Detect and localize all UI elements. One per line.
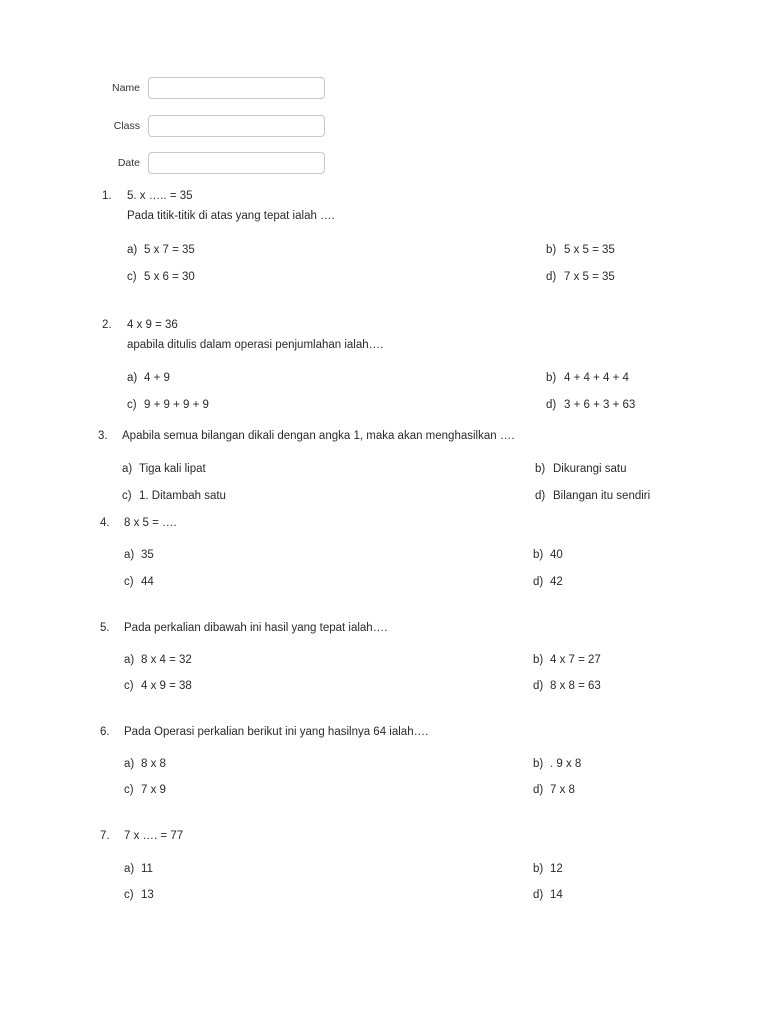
option-letter: b)	[546, 244, 557, 256]
option-text: 8 x 4 = 32	[141, 654, 192, 666]
option-text: 8 x 8 = 63	[550, 680, 601, 692]
question-text: Pada perkalian dibawah ini hasil yang tepat ialah….	[124, 622, 388, 634]
option-text: 42	[550, 576, 563, 588]
question-number: 3.	[98, 430, 108, 442]
option-text: 7 x 8	[550, 784, 575, 796]
option-text: 7 x 5 = 35	[564, 271, 615, 283]
option-text: . 9 x 8	[550, 758, 582, 770]
option-letter: d)	[546, 271, 557, 283]
option-text: 3 + 6 + 3 + 63	[564, 399, 636, 411]
option-text: 12	[550, 863, 563, 875]
question-subtext: Pada titik-titik di atas yang tepat ialah ….	[127, 210, 335, 222]
option-text: 7 x 9	[141, 784, 166, 796]
question-number: 5.	[100, 622, 110, 634]
option-letter: a)	[122, 463, 133, 475]
option-letter: d)	[535, 490, 546, 502]
class-field[interactable]	[148, 115, 325, 137]
option-text: 5 x 7 = 35	[144, 244, 195, 256]
option-text: 4 + 4 + 4 + 4	[564, 372, 629, 384]
question-text: 8 x 5 = ….	[124, 517, 177, 529]
option-letter: b)	[546, 372, 557, 384]
option-text: 35	[141, 549, 154, 561]
option-letter: c)	[122, 490, 132, 502]
option-text: Dikurangi satu	[553, 463, 627, 475]
question-subtext: apabila ditulis dalam operasi penjumlahan ialah….	[127, 339, 384, 351]
option-letter: c)	[124, 784, 134, 796]
question-number: 4.	[100, 517, 110, 529]
option-text: 1. Ditambah satu	[139, 490, 226, 502]
option-text: 40	[550, 549, 563, 561]
option-text: 44	[141, 576, 154, 588]
option-letter: c)	[124, 576, 134, 588]
class-label: Class	[113, 120, 140, 132]
option-text: 8 x 8	[141, 758, 166, 770]
date-label: Date	[117, 157, 140, 169]
question-number: 7.	[100, 830, 110, 842]
option-letter: b)	[533, 758, 544, 770]
option-text: 14	[550, 889, 563, 901]
question-text: Apabila semua bilangan dikali dengan angka 1, maka akan menghasilkan ….	[122, 430, 515, 442]
question-text: 7 x …. = 77	[124, 830, 184, 842]
option-letter: a)	[124, 863, 135, 875]
question-text: 5. x ….. = 35	[127, 190, 193, 202]
option-letter: d)	[533, 680, 544, 692]
option-letter: a)	[124, 758, 135, 770]
option-letter: c)	[127, 399, 137, 411]
question-text: Pada Operasi perkalian berikut ini yang hasilnya 64 ialah….	[124, 726, 429, 738]
option-letter: d)	[533, 576, 544, 588]
option-text: 5 x 6 = 30	[144, 271, 195, 283]
question-text: 4 x 9 = 36	[127, 319, 178, 331]
option-letter: c)	[124, 889, 134, 901]
option-letter: b)	[535, 463, 546, 475]
option-text: 5 x 5 = 35	[564, 244, 615, 256]
option-text: Bilangan itu sendiri	[553, 490, 651, 502]
option-letter: d)	[533, 889, 544, 901]
date-field[interactable]	[148, 152, 325, 174]
name-field[interactable]	[148, 77, 325, 99]
option-text: 4 x 7 = 27	[550, 654, 601, 666]
option-text: 11	[141, 863, 153, 875]
option-letter: a)	[124, 654, 135, 666]
question-number: 2.	[102, 319, 112, 331]
option-text: 4 + 9	[144, 372, 170, 384]
option-text: Tiga kali lipat	[139, 463, 206, 475]
option-letter: b)	[533, 654, 544, 666]
option-letter: b)	[533, 863, 544, 875]
option-text: 4 x 9 = 38	[141, 680, 192, 692]
option-letter: a)	[127, 244, 138, 256]
option-letter: a)	[124, 549, 135, 561]
option-letter: c)	[127, 271, 137, 283]
option-letter: c)	[124, 680, 134, 692]
option-text: 9 + 9 + 9 + 9	[144, 399, 209, 411]
option-letter: d)	[533, 784, 544, 796]
option-letter: a)	[127, 372, 138, 384]
question-number: 1.	[102, 190, 112, 202]
name-label: Name	[111, 82, 140, 94]
question-number: 6.	[100, 726, 110, 738]
option-letter: d)	[546, 399, 557, 411]
option-text: 13	[141, 889, 154, 901]
option-letter: b)	[533, 549, 544, 561]
